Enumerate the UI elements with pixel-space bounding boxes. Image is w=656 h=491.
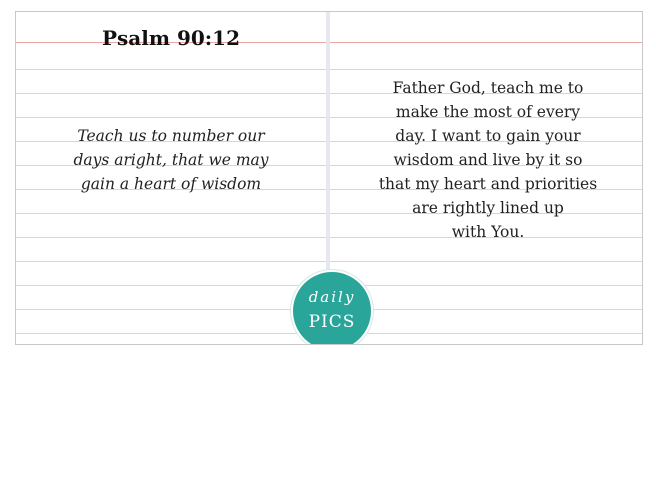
verse-text [56, 124, 286, 196]
daily-pics-logo [291, 270, 373, 345]
logo-pics-text: PICS [308, 312, 356, 332]
prayer-line: Father God, teach me to [392, 79, 584, 97]
verse-line: Teach us to number our [77, 127, 265, 145]
prayer-text [368, 76, 608, 244]
verse-line: days aright, that we may [73, 151, 269, 169]
prayer-line: are rightly lined up [412, 199, 564, 217]
prayer-line: with You. [451, 223, 525, 241]
prayer-line: that my heart and priorities [378, 175, 598, 193]
index-card [15, 11, 643, 345]
verse-reference-title: Psalm 90:12 [101, 26, 241, 50]
prayer-line: make the most of every [395, 103, 581, 121]
prayer-line: day. I want to gain your [395, 127, 581, 145]
logo-script-text: daily [308, 288, 356, 306]
prayer-line: wisdom and live by it so [393, 151, 583, 169]
verse-line: gain a heart of wisdom [80, 175, 262, 193]
